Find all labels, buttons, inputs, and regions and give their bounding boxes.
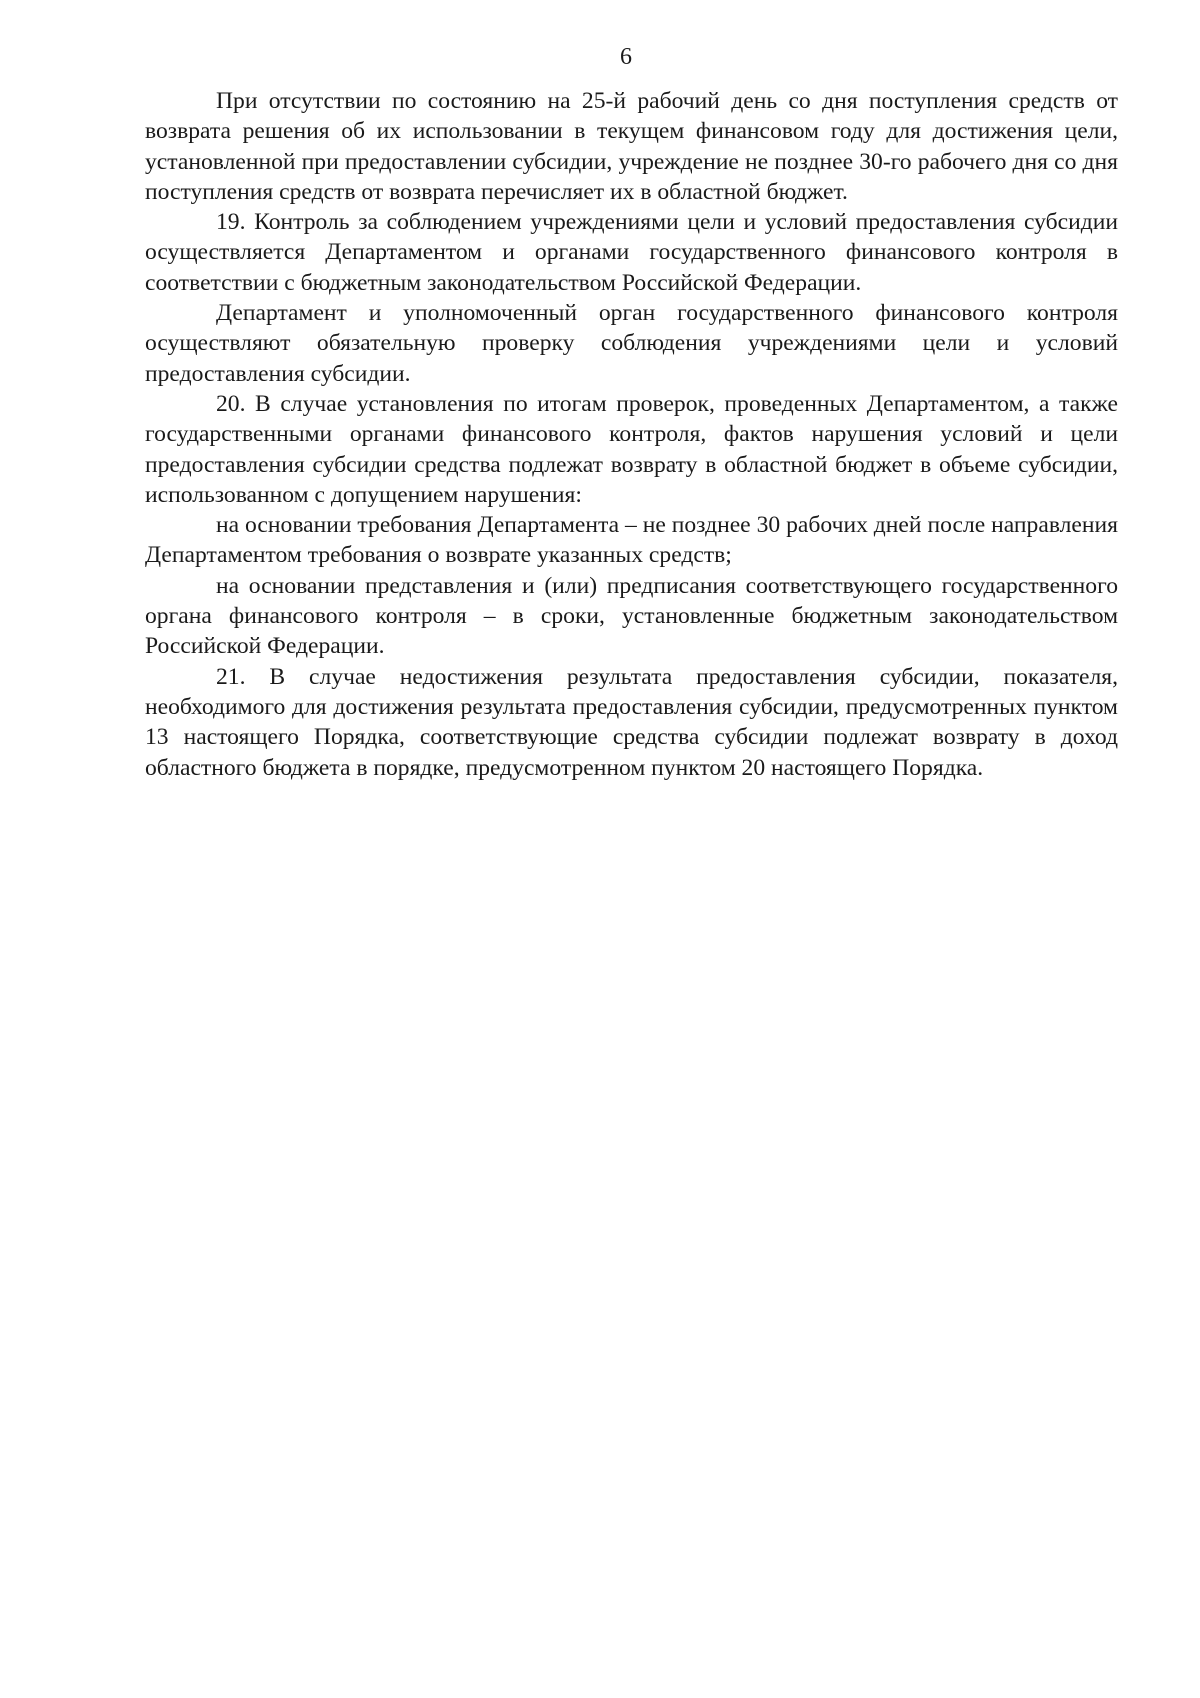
paragraph-20-violation-return: 20. В случае установления по итогам проверок, проведенных Департаментом, а также государственными органами финансового контроля, фактов нарушения условий и цели предоставления субсидии средства подлежат возврату в областной бюджет в объеме субсидии, использованном с допущением нарушения:: [145, 390, 1118, 508]
paragraph-19-control: 19. Контроль за соблюдением учреждениями цели и условий предоставления субсидии осуществляется Департаментом и органами государственного финансового контроля в соответствии с бюджетным законодательством Российской Федерации.: [145, 209, 1118, 296]
paragraph-department-requirement: на основании требования Департамента – не позднее 30 рабочих дней после направления Департаментом требования о возврате указанных средств;: [145, 512, 1118, 569]
paragraph-21-result-not-achieved: 21. В случае недостижения результата предоставления субсидии, показателя, необходимого для достижения результата предоставления субсидии, предусмотренных пунктом 13 настоящего Порядка, соответствующие средства субсидии подлежат возврату в доход областного бюджета в порядке, предусмотренном пунктом 20 настоящего Порядка.: [145, 663, 1118, 781]
paragraph-mandatory-inspection: Департамент и уполномоченный орган государственного финансового контроля осуществляют обязательную проверку соблюдения учреждениями цели и условий предоставления субсидии.: [145, 300, 1118, 387]
paragraph-funds-return-deadline: При отсутствии по состоянию на 25-й рабочий день со дня поступления средств от возврата решения об их использовании в текущем финансовом году для достижения цели, установленной при предоставлении субсидии, учреждение не позднее 30-го рабочего дня со дня поступления средств от возврата перечисляет их в областной бюджет.: [145, 88, 1118, 205]
document-body: [145, 86, 1118, 783]
page-number: 6: [620, 44, 632, 70]
paragraph-control-body-order: на основании представления и (или) предписания соответствующего государственного органа финансового контроля – в сроки, установленные бюджетным законодательством Российской Федерации.: [145, 572, 1118, 660]
